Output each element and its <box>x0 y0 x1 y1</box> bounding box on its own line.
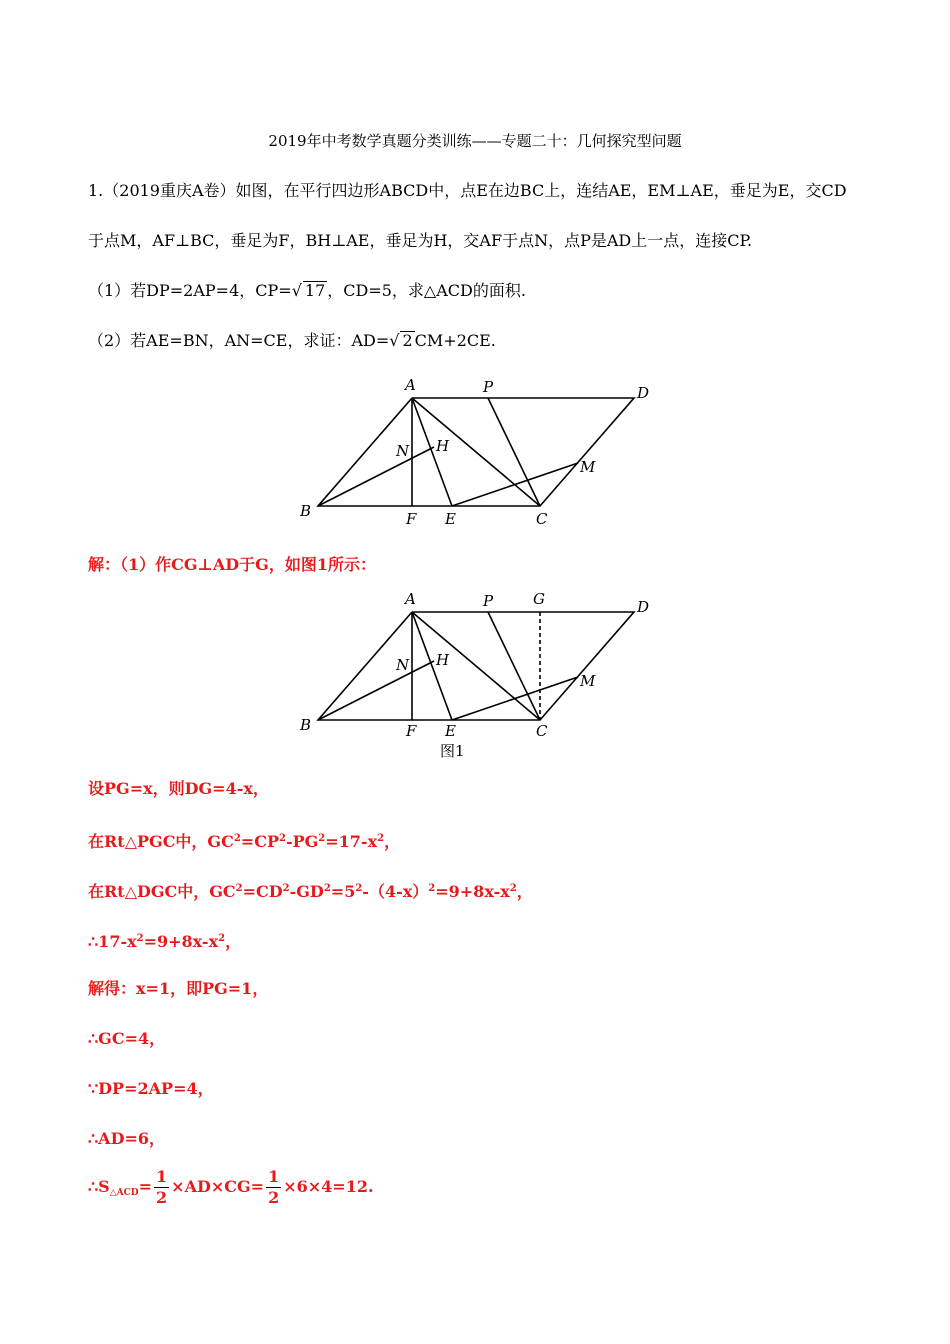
label-p-2: P <box>483 592 494 610</box>
s2-mid1: =CP <box>240 832 279 851</box>
label-p: P <box>483 378 494 396</box>
s2-sup: 2 <box>318 833 326 844</box>
s9-sub: △ACD <box>109 1188 139 1198</box>
page-title: 2019年中考数学真题分类训练——专题二十：几何探究型问题 <box>268 132 682 150</box>
solution-step-2 <box>88 828 400 853</box>
s3-mid3: =5 <box>330 882 356 901</box>
s4-sup: 2 <box>136 933 144 944</box>
solution-step-7: ∵DP=2AP=4， <box>88 1079 214 1098</box>
s4-mid: =9+8x-x <box>143 932 219 951</box>
s9-pre: ∴S <box>88 1177 110 1196</box>
fraction-denominator: 2 <box>156 1188 168 1207</box>
s3-sup: 2 <box>509 883 517 894</box>
s3-sup: 2 <box>235 883 243 894</box>
sqrt-sign: √ <box>389 331 400 350</box>
s3-sup: 2 <box>282 883 290 894</box>
s2-post: =17-x <box>325 832 378 851</box>
fraction-half <box>266 1167 281 1208</box>
problem-line-1: 1.（2019重庆A卷）如图，在平行四边形ABCD中，点E在边BC上，连结AE，EM⊥AE，垂足为E，交CD <box>88 181 847 200</box>
label-m: M <box>580 458 596 476</box>
label-m-2: M <box>580 672 596 690</box>
segment-bh-2 <box>318 661 434 720</box>
label-n-2: N <box>396 656 410 674</box>
figure-caption: 图1 <box>440 742 465 760</box>
s3-mid5: =9+8x-x <box>435 882 510 901</box>
s2-sup: 2 <box>377 833 385 844</box>
s3-mid4: -（4-x） <box>362 882 429 901</box>
label-d: D <box>637 384 650 402</box>
part2-text-post: CM+2CE. <box>414 331 496 350</box>
problem-line-2: 于点M，AF⊥BC，垂足为F，BH⊥AE，垂足为H，交AF于点N，点P是AD上一点，连接CP. <box>88 231 753 250</box>
fraction-numerator: 1 <box>156 1167 168 1186</box>
s9-eq: = <box>138 1177 153 1196</box>
s3-mid2: -GD <box>289 882 324 901</box>
s2-mid2: -PG <box>285 832 319 851</box>
part1-text-pre: （1）若DP=2AP=4，CP= <box>88 281 292 300</box>
s9-mid: ×AD×CG= <box>171 1177 265 1196</box>
label-d-2: D <box>637 598 650 616</box>
s3-mid1: =CD <box>242 882 283 901</box>
label-g-2: G <box>533 590 545 608</box>
s3-sup: 2 <box>428 883 436 894</box>
s2-pre: 在Rt△PGC中，GC <box>88 832 234 851</box>
solution-step-5: 解得：x=1，即PG=1， <box>88 979 269 998</box>
s3-sup: 2 <box>355 883 363 894</box>
label-f: F <box>406 510 417 528</box>
solution-intro: 解：（1）作CG⊥AD于G，如图1所示： <box>88 555 376 574</box>
segment-pc-2 <box>488 612 540 720</box>
segment-bh <box>318 447 434 506</box>
s2-sup: 2 <box>278 833 286 844</box>
label-f-2: F <box>406 722 417 740</box>
solution-step-1: 设PG=x，则DG=4-x， <box>88 779 269 798</box>
s3-end: ， <box>516 882 533 901</box>
solution-step-4 <box>88 928 241 953</box>
part1-root: 17 <box>304 281 326 300</box>
fraction-denominator: 2 <box>268 1188 280 1207</box>
s2-end: ， <box>384 832 401 851</box>
solution-step-8: ∴AD=6， <box>88 1129 166 1148</box>
s3-pre: 在Rt△DGC中，GC <box>88 882 236 901</box>
s4-end: ， <box>225 932 242 951</box>
part2-root: 2 <box>402 331 413 350</box>
label-c: C <box>536 510 548 528</box>
solution-step-9 <box>88 1162 374 1218</box>
sqrt-sign: √ <box>291 281 302 300</box>
s3-sup: 2 <box>323 883 331 894</box>
label-a-2: A <box>405 590 416 608</box>
solution-step-3 <box>88 878 533 903</box>
s9-end: ×6×4=12. <box>283 1177 374 1196</box>
label-h-2: H <box>436 651 450 669</box>
part2-text-pre: （2）若AE=BN，AN=CE，求证：AD= <box>88 331 390 350</box>
s4-sup: 2 <box>218 933 226 944</box>
label-c-2: C <box>536 722 548 740</box>
s4-pre: ∴17-x <box>88 932 137 951</box>
label-h: H <box>436 437 450 455</box>
label-e: E <box>445 510 456 528</box>
label-e-2: E <box>445 722 456 740</box>
part1-text-post: ，CD=5，求△ACD的面积. <box>327 281 526 300</box>
label-b: B <box>300 502 312 520</box>
s2-sup: 2 <box>233 833 241 844</box>
label-a: A <box>405 376 416 394</box>
solution-step-6: ∴GC=4， <box>88 1029 166 1048</box>
fraction-half <box>154 1167 169 1208</box>
segment-pc <box>488 398 540 506</box>
fraction-numerator: 1 <box>268 1167 280 1186</box>
label-n: N <box>396 442 410 460</box>
label-b-2: B <box>300 716 312 734</box>
